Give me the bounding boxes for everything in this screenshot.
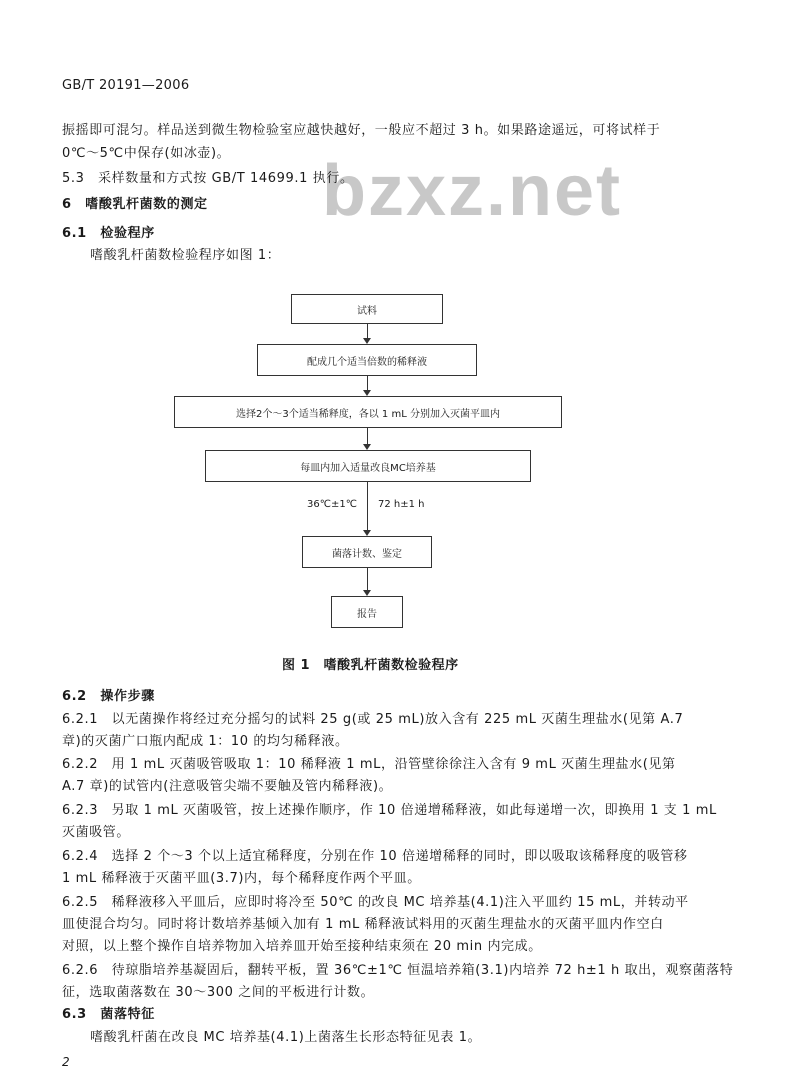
paragraph-line: 6.2.2 用 1 mL 灭菌吸管吸取 1：10 稀释液 1 mL，沿管壁徐徐注入含有 9 mL 灭菌生理盐水(见第 — [62, 757, 676, 772]
section-6-1-heading: 6.1 检验程序 — [62, 226, 155, 241]
standard-number: GB/T 20191—2006 — [62, 78, 190, 93]
flow-step-label: 试料 — [357, 305, 377, 317]
paragraph-line: 6.2.6 待琼脂培养基凝固后，翻转平板，置 36℃±1℃ 恒温培养箱(3.1)内培养 72 h±1 h 取出，观察菌落特 — [62, 963, 734, 978]
flow-connector — [367, 428, 368, 444]
section-6-heading: 6 嗜酸乳杆菌数的测定 — [62, 197, 208, 212]
paragraph-line: 6.2.4 选择 2 个～3 个以上适宜稀释度，分别在作 10 倍递增稀释的同时，即以吸取该稀释度的吸管移 — [62, 849, 688, 864]
paragraph-line: 6.2.3 另取 1 mL 灭菌吸管，按上述操作顺序，作 10 倍递增稀释液，如此每递增一次，即换用 1 支 1 mL — [62, 803, 717, 818]
flow-step-dilution — [257, 344, 477, 376]
flow-step-label: 菌落计数、鉴定 — [332, 548, 402, 560]
paragraph-line: 振摇即可混匀。样品送到微生物检验室应越快越好，一般应不超过 3 h。如果路途遥远，可将试样于 — [62, 123, 661, 138]
flow-connector — [367, 568, 368, 590]
flow-step-label: 选择2个～3个适当稀释度，各以 1 mL 分别加入灭菌平皿内 — [236, 408, 500, 420]
section-5-3: 5.3 采样数量和方式按 GB/T 14699.1 执行。 — [62, 171, 354, 186]
incubation-time: 72 h±1 h — [378, 499, 425, 510]
flow-step-label: 报告 — [357, 608, 377, 620]
flow-connector — [367, 482, 368, 530]
paragraph-line: A.7 章)的试管内(注意吸管尖端不要触及管内稀释液)。 — [62, 779, 393, 794]
flow-step-count — [302, 536, 432, 568]
flow-connector — [367, 324, 368, 338]
paragraph-line: 6.2.1 以无菌操作将经过充分摇匀的试料 25 g(或 25 mL)放入含有 225 mL 灭菌生理盐水(见第 A.7 — [62, 712, 684, 727]
section-6-3-heading: 6.3 菌落特征 — [62, 1007, 155, 1022]
paragraph-line: 章)的灭菌广口瓶内配成 1：10 的均匀稀释液。 — [62, 734, 349, 749]
paragraph-line: 6.2.5 稀释液移入平皿后，应即时将冷至 50℃ 的改良 MC 培养基(4.1)注入平皿约 15 mL，并转动平 — [62, 895, 689, 910]
paragraph-line: 0℃～5℃中保存(如冰壶)。 — [62, 146, 231, 161]
flow-step-report — [331, 596, 403, 628]
flow-step-label: 每皿内加入适量改良MC培养基 — [300, 462, 436, 474]
flow-step-sample — [291, 294, 443, 324]
paragraph-line: 灭菌吸管。 — [62, 825, 131, 840]
incubation-temperature: 36℃±1℃ — [307, 499, 357, 510]
paragraph-line: 征，选取菌落数在 30～300 之间的平板进行计数。 — [62, 985, 375, 1000]
flow-step-add-medium — [205, 450, 531, 482]
section-6-1-text: 嗜酸乳杆菌数检验程序如图 1： — [90, 248, 281, 263]
section-6-3-text: 嗜酸乳杆菌在改良 MC 培养基(4.1)上菌落生长形态特征见表 1。 — [90, 1030, 482, 1045]
page-number: 2 — [62, 1055, 70, 1069]
paragraph-line: 皿使混合均匀。同时将计数培养基倾入加有 1 mL 稀释液试料用的灭菌生理盐水的灭菌平皿内作空白 — [62, 917, 664, 932]
flow-step-label: 配成几个适当倍数的稀释液 — [307, 356, 427, 368]
paragraph-line: 对照，以上整个操作自培养物加入培养皿开始至接种结束须在 20 min 内完成。 — [62, 939, 542, 954]
flow-step-select-dilution — [174, 396, 562, 428]
flow-connector — [367, 376, 368, 390]
paragraph-line: 1 mL 稀释液于灭菌平皿(3.7)内，每个稀释度作两个平皿。 — [62, 871, 421, 886]
section-6-2-heading: 6.2 操作步骤 — [62, 689, 155, 704]
figure-caption: 图 1 嗜酸乳杆菌数检验程序 — [282, 658, 459, 673]
watermark: bzxz.net — [322, 151, 623, 231]
